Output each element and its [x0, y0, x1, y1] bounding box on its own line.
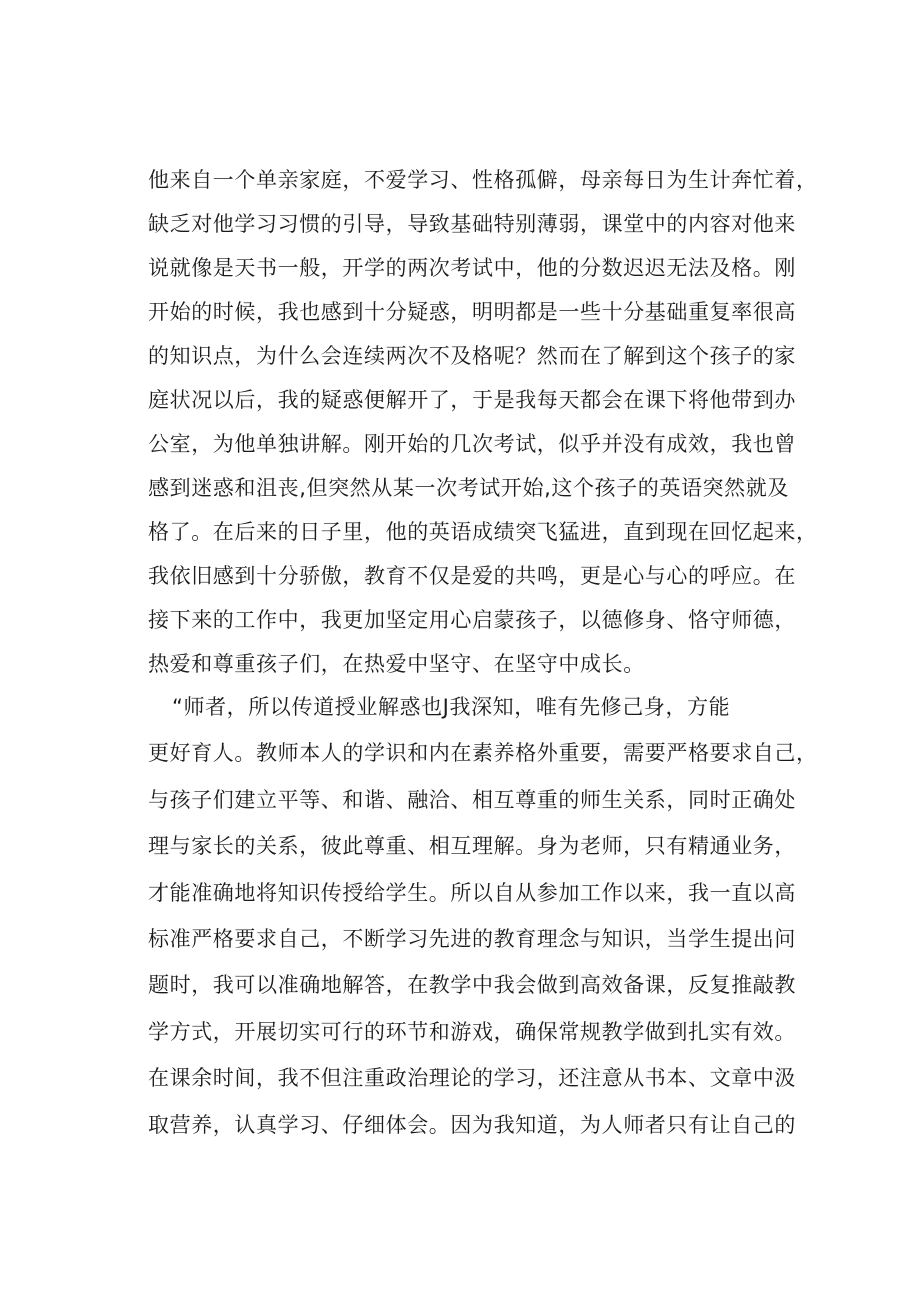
text-line: 取营养，认真学习、仔细体会。因为我知道，为人师者只有让自己的 — [148, 1112, 796, 1137]
text-line: 接下来的工作中，我更加坚定用心启蒙孩子，以德修身、恪守师德， — [148, 608, 796, 632]
text-line: 缺乏对他学习习惯的引导，导致基础特别薄弱，课堂中的内容对他来 — [148, 212, 796, 236]
text-line: 庭状况以后，我的疑惑便解开了，于是我每天都会在课下将他带到办 — [148, 388, 796, 412]
text-line: 学方式，开展切实可行的环节和游戏，确保常规教学做到扎实有效。 — [148, 1019, 796, 1044]
text-line: 感到迷惑和沮丧,但突然从某一次考试开始,这个孩子的英语突然就及 — [148, 476, 789, 500]
text-line: 更好育人。教师本人的学识和内在素养格外重要，需要严格要求自己， — [148, 741, 818, 766]
text-line: 在课余时间，我不但注重政治理论的学习，还注意从书本、文章中汲 — [148, 1066, 796, 1091]
text-line: 我依旧感到十分骄傲，教育不仅是爱的共鸣，更是心与心的呼应。在 — [148, 564, 796, 588]
text-line: 热爱和尊重孩子们，在热爱中坚守、在坚守中成长。 — [148, 652, 645, 676]
text-line: 公室，为他单独讲解。刚开始的几次考试，似乎并没有成效，我也曾 — [148, 432, 796, 456]
text-line: “师者，所以传道授业解惑也J我深知，唯有先修己身，方能 — [172, 695, 731, 719]
text-line: 标准严格要求自己，不断学习先进的教育理念与知识，当学生提出问 — [148, 926, 796, 951]
text-line: 才能准确地将知识传授给学生。所以自从参加工作以来，我一直以高 — [148, 880, 796, 905]
text-line: 题时，我可以准确地解答，在教学中我会做到高效备课，反复推敲教 — [148, 973, 796, 998]
paragraph-1 — [148, 158, 848, 686]
paragraph-2 — [148, 684, 848, 1148]
text-line: 理与家长的关系，彼此尊重、相互理解。身为老师，只有精通业务， — [148, 834, 796, 859]
text-line: 与孩子们建立平等、和谐、融洽、相互尊重的师生关系，同时正确处 — [148, 787, 796, 812]
text-line: 开始的时候，我也感到十分疑惑，明明都是一些十分基础重复率很高 — [148, 300, 796, 324]
text-line: 的知识点，为什么会连续两次不及格呢？然而在了解到这个孩子的家 — [148, 344, 796, 368]
text-line: 格了。在后来的日子里，他的英语成绩突飞猛进，直到现在回忆起来， — [148, 520, 818, 544]
text-line: 说就像是天书一般，开学的两次考试中，他的分数迟迟无法及格。刚 — [148, 256, 796, 280]
text-line: 他来自一个单亲家庭，不爱学习、性格孤僻，母亲每日为生计奔忙着， — [148, 168, 818, 192]
